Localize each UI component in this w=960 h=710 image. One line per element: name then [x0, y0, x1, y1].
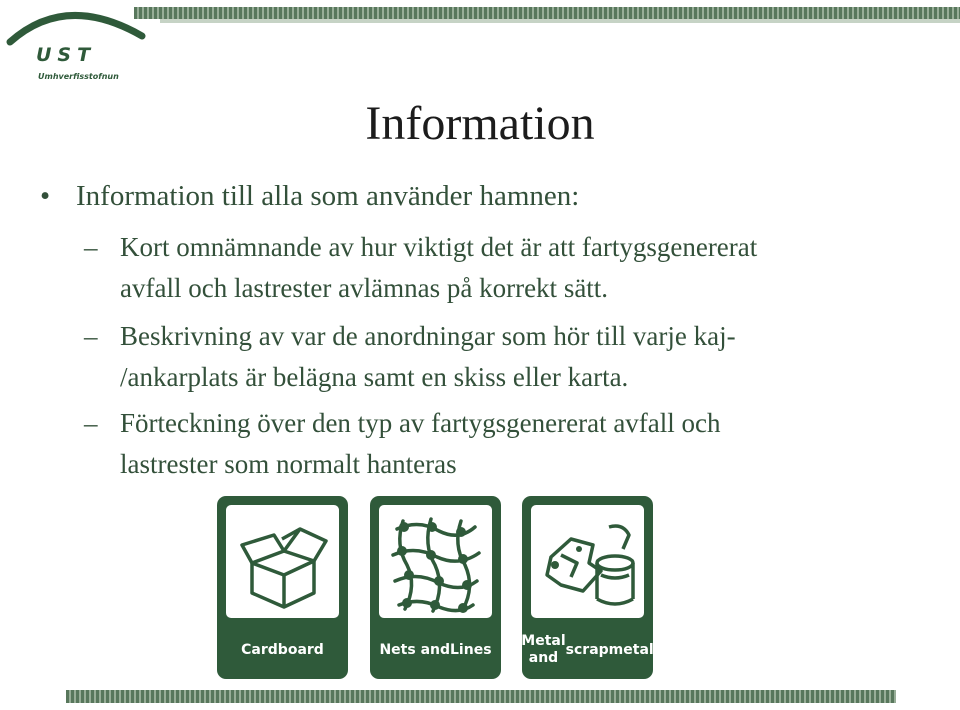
- waste-tile-cardboard: [217, 496, 348, 679]
- dash-icon: –: [84, 232, 98, 262]
- bullet-dot-icon: •: [40, 180, 51, 212]
- sub-bullet-1-line-1: Kort omnämnande av hur viktigt det är att fartygsgenererat: [120, 232, 758, 262]
- sub-bullet-2-line-1: Beskrivning av var de anordningar som hör till varje kaj-: [120, 321, 736, 351]
- sub-bullet-1-line-2: avfall och lastrester avlämnas på korrekt sätt.: [120, 273, 609, 303]
- bottom-decorative-stripe: [66, 690, 896, 703]
- tile-image: [531, 505, 644, 618]
- top-decorative-stripe: [134, 7, 960, 19]
- dash-icon: –: [84, 321, 98, 351]
- tile-image: [379, 505, 492, 618]
- dash-icon: –: [84, 408, 98, 438]
- slide-title: Information: [365, 97, 595, 150]
- sub-bullet-3-line-2: lastrester som normalt hanteras: [120, 449, 457, 479]
- tile-label-metal: Metal and scrapmetal: [521, 633, 654, 666]
- cardboard-box-icon: [226, 505, 339, 618]
- sub-bullet-3-line-1: Förteckning över den typ av fartygsgenererat avfall och: [120, 408, 721, 438]
- nets-icon: [379, 505, 492, 618]
- metal-scrap-icon: [531, 505, 644, 618]
- logo-name: UST: [36, 44, 97, 66]
- tile-label-nets: Nets and Lines: [379, 641, 492, 658]
- logo-subtitle: Umhverfisstofnun: [38, 72, 119, 81]
- waste-tile-nets: [370, 496, 501, 679]
- top-decorative-band: [160, 19, 960, 23]
- main-bullet-text: Information till alla som använder hamnen:: [76, 180, 580, 212]
- tile-image: [226, 505, 339, 618]
- tile-label-cardboard: Cardboard: [241, 641, 324, 658]
- sub-bullet-2-line-2: /ankarplats är belägna samt en skiss eller karta.: [120, 362, 629, 392]
- waste-tile-metal: [522, 496, 653, 679]
